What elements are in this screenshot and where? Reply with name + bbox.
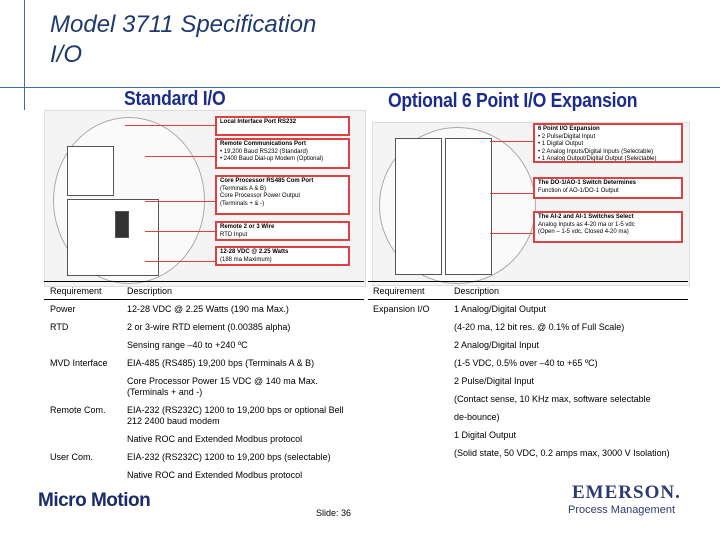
callout-line: (Open – 1-5 vdc, Closed 4-20 ma) xyxy=(538,229,629,235)
callout-do-ao-switch xyxy=(533,177,683,199)
right-row-desc: (Solid state, 50 VDC, 0.2 amps max, 3000 V Isolation) xyxy=(454,448,670,458)
callout-heading: Core Processor RS485 Com Port xyxy=(220,178,314,184)
callout-line: • 2400 Baud Dial-up Modem (Optional) xyxy=(220,156,324,162)
left-row-desc: 12-28 VDC @ 2.25 Watts (190 ma Max.) xyxy=(127,304,289,314)
right-row-req: Expansion I/O xyxy=(373,304,430,314)
callout-leader-3 xyxy=(490,233,533,234)
callout-heading: The DO-1/AO-1 Switch Determines xyxy=(538,180,637,186)
standard-io-diagram xyxy=(44,110,366,287)
left-header-description: Description xyxy=(127,286,173,296)
callout-line: (188 ma Maximum) xyxy=(220,256,272,263)
right-header-requirement: Requirement xyxy=(373,286,425,296)
left-row-req: Remote Com. xyxy=(50,405,106,415)
callout-heading: Local Interface Port RS232 xyxy=(220,119,297,125)
left-table-top-rule xyxy=(44,281,364,282)
terminal-block-upper xyxy=(67,146,114,196)
terminal-block-left xyxy=(395,138,442,275)
callout-line: RTD Input xyxy=(220,231,248,238)
right-row-desc: 1 Analog/Digital Output xyxy=(454,304,547,314)
callout-ai-switches xyxy=(533,211,683,243)
right-row-desc: de-bounce) xyxy=(454,412,500,422)
standard-io-title: Standard I/O xyxy=(124,88,226,110)
page-title-line1: Model 3711 Specification xyxy=(50,11,317,38)
callout-leader-5 xyxy=(145,261,215,262)
micro-motion-logo: Micro Motion xyxy=(38,490,151,511)
callout-leader-2 xyxy=(490,193,533,194)
callout-line: Analog Inputs as 4-20 ma or 1-5 vdc xyxy=(538,221,635,228)
right-header-description: Description xyxy=(454,286,500,296)
callout-local-interface xyxy=(215,116,350,136)
callout-line: • 1 Analog Output/Digital Output (Selectable) xyxy=(538,156,657,162)
left-row-desc: EIA-485 (RS485) 19,200 bps (Terminals A & B) xyxy=(127,358,315,368)
terminal-block-lower xyxy=(67,199,159,276)
left-row-desc: Native ROC and Extended Modbus protocol xyxy=(127,434,303,444)
process-management-label: Process Management xyxy=(568,504,675,516)
left-row-req: User Com. xyxy=(50,452,94,462)
callout-leader-3 xyxy=(145,201,215,202)
callout-rtd xyxy=(215,221,350,241)
callout-heading: 6 Point I/O Expansion xyxy=(538,126,600,132)
callout-line: (Terminals A & B) xyxy=(220,185,267,192)
callout-heading: Remote 2 or 3 Wire xyxy=(220,224,275,230)
right-row-desc: (1-5 VDC, 0.5% over –40 to +65 ºC) xyxy=(454,358,598,368)
left-row-desc: Core Processor Power 15 VDC @ 140 ma Max. (Terminals + and -) xyxy=(127,376,318,397)
callout-line: Core Processor Power Output xyxy=(220,193,301,199)
left-row-req: Power xyxy=(50,304,76,314)
callout-line: (Terminals + & -) xyxy=(220,200,265,207)
left-row-desc: EIA-232 (RS232C) 1200 to 19,200 bps (selectable) xyxy=(127,452,331,462)
callout-line: • 1 Digital Output xyxy=(538,141,584,147)
right-row-desc: 1 Digital Output xyxy=(454,430,517,440)
callout-leader-4 xyxy=(145,231,215,232)
right-table-top-rule xyxy=(368,281,688,282)
callout-heading: 12-28 VDC @ 2.25 Watts xyxy=(220,249,289,255)
right-row-desc: 2 Pulse/Digital Input xyxy=(454,376,535,386)
page-title-line2: I/O xyxy=(50,41,83,68)
optional-io-title: Optional 6 Point I/O Expansion xyxy=(388,90,638,112)
right-row-desc: (Contact sense, 10 KHz max, software selectable xyxy=(454,394,651,404)
left-row-req: MVD Interface xyxy=(50,358,108,368)
right-table-header-rule xyxy=(368,299,688,300)
switch-block xyxy=(115,211,129,238)
callout-remote-comm xyxy=(215,138,350,169)
callout-expansion xyxy=(533,123,683,163)
left-table-header-rule xyxy=(44,299,364,300)
callout-leader-1 xyxy=(125,125,215,126)
left-row-req: RTD xyxy=(50,322,69,332)
emerson-logo: EMERSON. xyxy=(572,482,681,503)
left-row-desc: Native ROC and Extended Modbus protocol xyxy=(127,470,303,480)
right-row-desc: 2 Analog/Digital Input xyxy=(454,340,540,350)
left-row-desc: 2 or 3-wire RTD element (0.00385 alpha) xyxy=(127,322,291,332)
left-row-desc: EIA-232 (RS232C) 1200 to 19,200 bps or optional Bell 212 2400 baud modem xyxy=(127,405,344,426)
optional-io-diagram xyxy=(372,122,690,286)
callout-core-processor xyxy=(215,175,350,215)
terminal-block-right xyxy=(445,138,492,275)
callout-line: • 19,200 Baud RS232 (Standard) xyxy=(220,148,308,155)
left-row-desc: Sensing range –40 to +240 ºC xyxy=(127,340,248,350)
header-vertical-rule xyxy=(24,0,25,110)
callout-line: Function of AO-1/DO-1 Output xyxy=(538,187,619,194)
callout-line: • 2 Pulse/Digital Input xyxy=(538,133,596,140)
callout-leader-2 xyxy=(145,156,215,157)
callout-line: • 2 Analog Inputs/Digital Inputs (Selectable) xyxy=(538,148,654,155)
callout-leader-1 xyxy=(490,141,533,142)
slide-number: Slide: 36 xyxy=(316,508,352,518)
left-header-requirement: Requirement xyxy=(50,286,102,296)
right-row-desc: (4-20 ma, 12 bit res. @ 0.1% of Full Scale) xyxy=(454,322,625,332)
header-rule xyxy=(0,87,720,88)
callout-heading: Remote Communications Port xyxy=(220,141,307,147)
callout-heading: The AI-2 and AI-1 Switches Select xyxy=(538,214,634,220)
callout-power xyxy=(215,246,350,266)
